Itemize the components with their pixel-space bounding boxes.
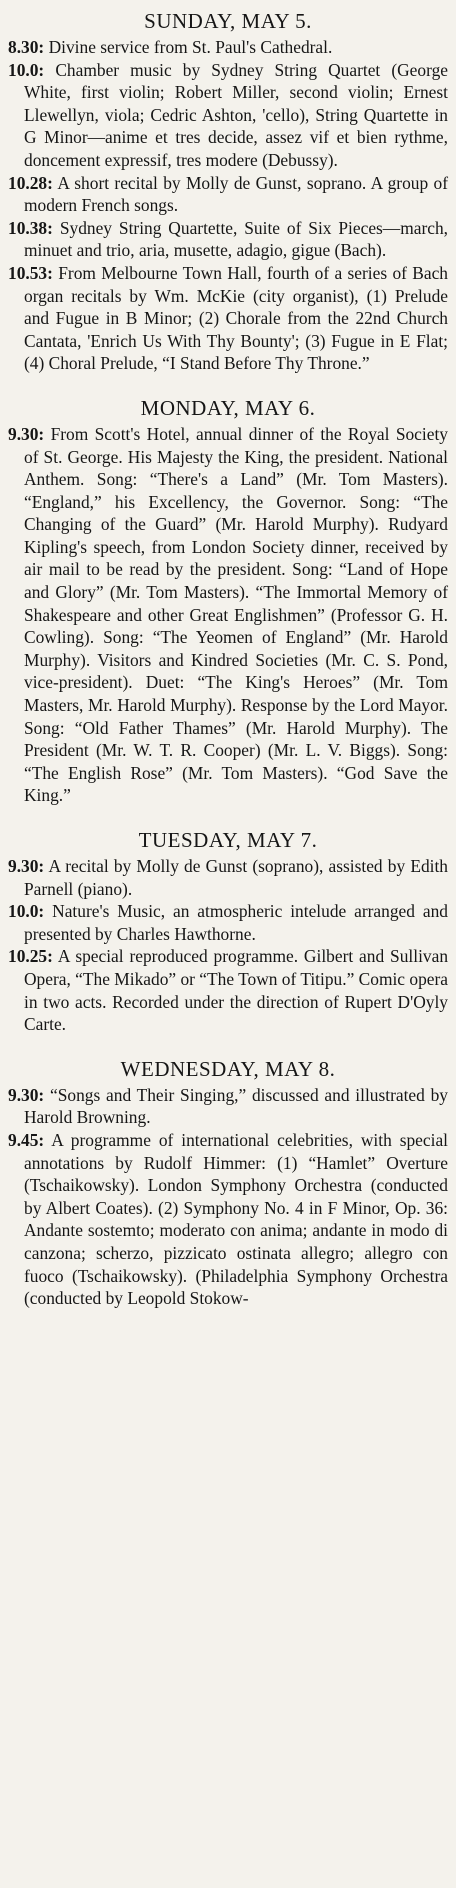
program-entry xyxy=(8,423,448,807)
entry-text: Chamber music by Sydney String Quartet (George White, first violin; Robert Miller, second violin; Ernest Llewellyn, viola; Cedric Ashton, 'cello), String Quartette in G Minor—anime et tres decide, assez vif et bien rythme, doncement expressif, tres modere (Debussy). xyxy=(24,59,448,170)
entry-text: A special reproduced programme. Gilbert and Sullivan Opera, “The Mikado” or “The Town of Titipu.” Comic opera in two acts. Recorded under the direction of Rupert D'Oyly Carte. xyxy=(24,946,449,1035)
program-entry xyxy=(8,59,448,172)
entry-time: 9.30: xyxy=(8,1084,45,1105)
entry-time: 10.38: xyxy=(8,217,53,238)
program-entry xyxy=(8,945,448,1035)
program-entry xyxy=(8,217,448,262)
entry-time: 10.53: xyxy=(8,262,53,283)
entry-time: 8.30: xyxy=(8,37,45,57)
day-section-sunday xyxy=(8,8,448,375)
entry-time: 9.30: xyxy=(8,856,45,876)
program-entry xyxy=(8,855,448,900)
entry-text: A programme of international celebrities, with special annotations by Rudolf Himmer: (1) “Hamlet” Overture (Tschaikowsky). London Symphony Orchestra (conducted by Albert Coates). (2) Symphony No. 4 in F Minor, Op. 36: Andante sostemto; moderato con anima; andante in modo di canzona; scherzo, pizzicato ostinata allegro; allegro con fuoco (Tschaikowsky). (Philadelphia Symphony Orchestra (conducted by Leopold Stokow- xyxy=(24,1129,448,1309)
day-heading: WEDNESDAY, MAY 8. xyxy=(120,1056,336,1081)
entry-time: 9.30: xyxy=(8,423,45,444)
program-entry xyxy=(8,172,448,217)
day-section-monday xyxy=(8,395,448,807)
entry-text: “Songs and Their Singing,” discussed and illustrated by Harold Browning. xyxy=(24,1084,448,1128)
entry-time: 10.28: xyxy=(8,172,53,193)
program-entry xyxy=(8,262,448,375)
entry-text: From Melbourne Town Hall, fourth of a series of Bach organ recitals by Wm. McKie (city organist), (1) Prelude and Fugue in B Minor; (2) Chorale from the 22nd Church Cantata, 'Enrich Us With Thy Bounty'; (3) Fugue in E Flat; (4) Choral Prelude, “I Stand Before Thy Throne.” xyxy=(24,262,448,374)
program-entry xyxy=(8,1084,448,1129)
entry-time: 10.0: xyxy=(8,901,45,922)
entry-time: 10.0: xyxy=(8,59,45,80)
program-entry xyxy=(8,900,448,945)
entry-time: 9.45: xyxy=(8,1129,45,1150)
day-heading: MONDAY, MAY 6. xyxy=(140,395,316,420)
program-entry xyxy=(8,36,448,59)
entry-text: Sydney String Quartette, Suite of Six Pieces—march, minuet and trio, aria, musette, adagio, gigue (Bach). xyxy=(24,217,448,261)
entry-time: 10.25: xyxy=(8,946,53,967)
entry-text: From Scott's Hotel, annual dinner of the Royal Society of St. George. His Majesty the King, the president. National Anthem. Song: “There's a Land” (Mr. Tom Masters). “England,” his Excellency, the Governor. Song: “The Changing of the Guard” (Mr. Harold Murphy). Rudyard Kipling's speech, from London Society dinner, received by air mail to be read by the president. Song: “Land of Hope and Glory” (Mr. Tom Masters). “The Immortal Memory of Shakespeare and other Great Englishmen” (Professor G. H. Cowling). Song: “The Yeomen of England” (Mr. Harold Murphy). Visitors and Kindred Societies (Mr. C. S. Pond, vice-president). Duet: “The King's Heroes” (Mr. Tom Masters, Mr. Harold Murphy). Response by the Lord Mayor. Song: “Old Father Thames” (Mr. Harold Murphy). The President (Mr. W. T. R. Cooper) (Mr. L. V. Biggs). Song: “The English Rose” (Mr. Tom Masters). “God Save the King.” xyxy=(24,423,448,806)
entry-text: Nature's Music, an atmospheric intelude arranged and presented by Charles Hawthorne. xyxy=(24,901,448,944)
day-section-tuesday xyxy=(8,827,448,1036)
entry-text: Divine service from St. Paul's Cathedral. xyxy=(48,37,333,57)
day-heading: SUNDAY, MAY 5. xyxy=(144,9,312,33)
day-heading: TUESDAY, MAY 7. xyxy=(138,828,318,852)
entry-text: A short recital by Molly de Gunst, soprano. A group of modern French songs. xyxy=(24,172,449,216)
entry-text: A recital by Molly de Gunst (soprano), assisted by Edith Parnell (piano). xyxy=(24,856,449,899)
program-entry xyxy=(8,1129,448,1310)
day-section-wednesday xyxy=(8,1056,448,1310)
